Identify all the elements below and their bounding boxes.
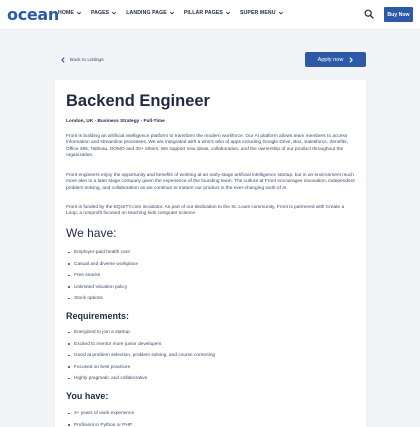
we-have-list <box>68 250 138 308</box>
nav-item-label: PILLAR PAGES <box>183 10 223 16</box>
nav-item-label: SUPER MENU <box>240 10 276 16</box>
nav-item-super-menu[interactable] <box>240 10 284 16</box>
nav-item-label: PAGES <box>90 10 110 16</box>
buy-now-button[interactable]: Buy Now <box>384 7 413 22</box>
chevron-down-icon <box>111 10 117 16</box>
we-have-heading: We have: <box>66 226 117 240</box>
nav-item-label: LANDING PAGE <box>126 10 167 16</box>
list-item: Proficient in Python or PHP <box>68 423 134 427</box>
chevron-left-icon <box>61 57 65 63</box>
list-item: Unlimited Vacation policy <box>68 285 138 297</box>
chevron-down-icon <box>278 10 284 16</box>
list-item: Focused on best practices <box>68 365 215 377</box>
chevron-down-icon <box>225 10 231 16</box>
list-item: 3+ years of work experience <box>68 411 134 423</box>
list-item: Casual and diverse workplace <box>68 262 138 274</box>
requirements-heading: Requirements: <box>66 311 130 321</box>
list-item: Employer-paid health care <box>68 250 138 262</box>
list-item: Highly pragmatic and collaborative <box>68 376 215 388</box>
you-have-list <box>68 411 134 427</box>
back-to-listings-link[interactable] <box>61 57 104 63</box>
nav-item-label: HOME <box>58 10 74 16</box>
nav-item-pages[interactable] <box>91 10 117 16</box>
site-header <box>0 0 420 30</box>
main-nav <box>58 10 293 16</box>
site-logo[interactable]: ocean <box>7 5 60 24</box>
nav-item-home[interactable] <box>58 10 82 16</box>
list-item: Free snacks <box>68 273 138 285</box>
list-item: Good at problem selection, problem solving, and course correcting <box>68 353 215 365</box>
apply-now-button[interactable] <box>305 52 366 67</box>
apply-button-label: Apply now <box>317 56 344 63</box>
list-item: Energized to join a startup <box>68 330 215 342</box>
job-meta: London, UK - Business Strategy - Full-Time <box>66 119 165 124</box>
job-description-paragraph: Front is funded by the EQUITY.com incubator. As part of our dedication to the St. Louis community, Front is partnered with Create a Loop, a nonprofit focused on teaching kids computer science. <box>66 205 345 217</box>
job-description-paragraph: Front engineers enjoy the opportunity and benefits of working at an early-stage artificial intelligence startup, but in an environment much more akin to a later stage company given the experience of the founding team. The culture at Front encourages innovation, independent problem solving, and collaboration as we continue to mature our product in the ever-changing work of AI. <box>66 173 355 191</box>
back-link-label: Back to Listings <box>70 57 104 63</box>
list-item: Excited to mentor more junior developers <box>68 342 215 354</box>
requirements-list <box>68 330 215 388</box>
search-icon[interactable] <box>364 9 374 19</box>
list-item: Stock options <box>68 296 138 308</box>
chevron-down-icon <box>76 10 82 16</box>
you-have-heading: You have: <box>66 391 109 401</box>
chevron-right-icon <box>349 57 353 63</box>
chevron-down-icon <box>169 10 175 16</box>
nav-item-landing-page[interactable] <box>126 10 175 16</box>
job-description-paragraph: Front is building an artificial intelligence platform to transform the modern workforce. Our AI platform allows team members to access information and streamline processes. We are integrated with a who's who of apps including Google Drive, Box, Salesforce, Zenefits, Office 365, Tableau, DOMO and 40+ others. We support new ideas, collaboration, and the ownership of our product throughout the organization. <box>66 134 348 159</box>
nav-item-pillar-pages[interactable] <box>184 10 231 16</box>
job-title: Backend Engineer <box>66 92 210 110</box>
